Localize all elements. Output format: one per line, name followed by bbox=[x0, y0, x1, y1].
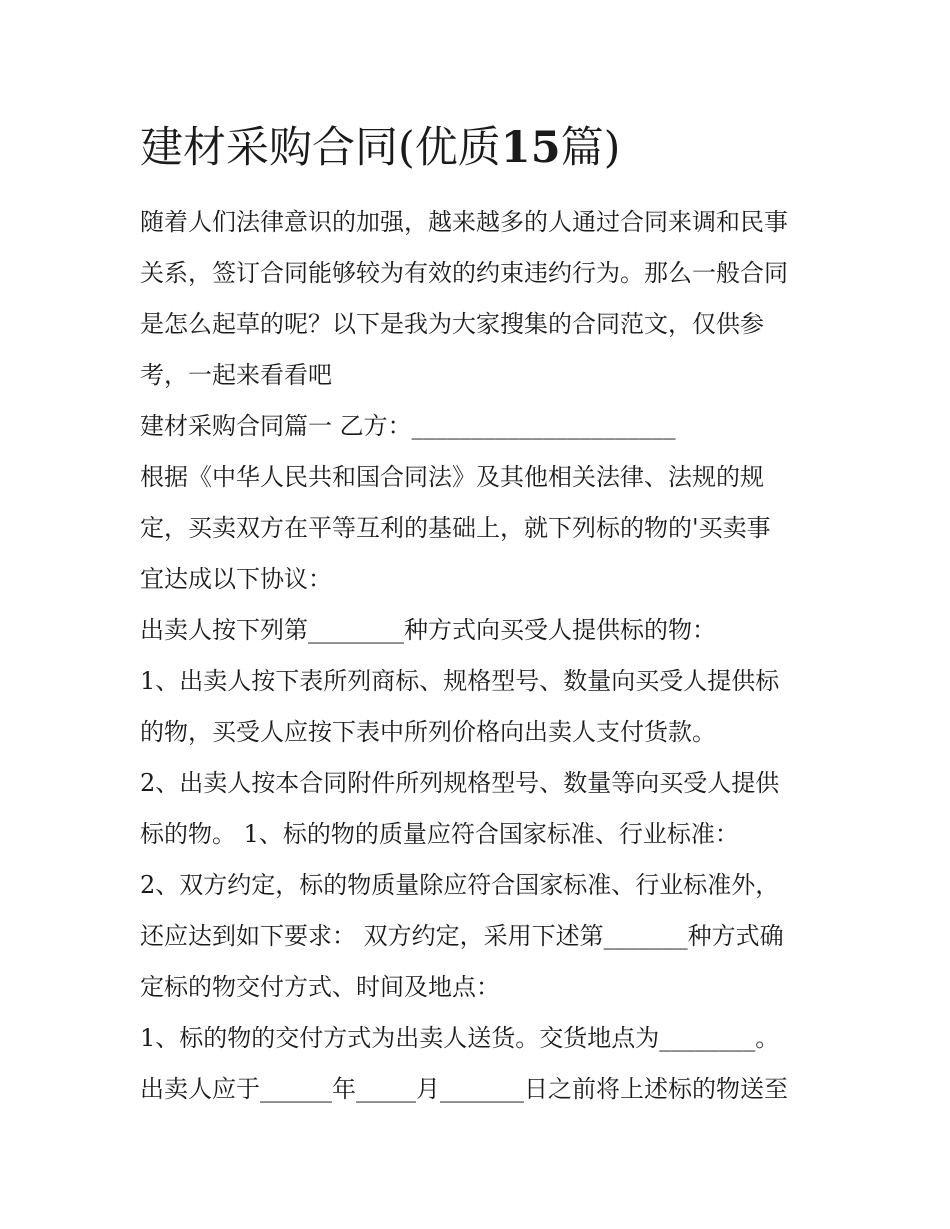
paragraph-line: 1、标的物的交付方式为出卖人送货。交货地点为________。 bbox=[140, 1024, 780, 1052]
paragraph-line: 根据《中华人民共和国合同法》及其他相关法律、法规的规 bbox=[140, 463, 764, 491]
paragraph-line: 标的物。 1、标的物的质量应符合国家标准、行业标准： bbox=[140, 820, 739, 848]
paragraph-line: 出卖人应于______年_____月_______日之前将上述标的物送至 bbox=[140, 1075, 788, 1103]
paragraph-line: 随着人们法律意识的加强，越来越多的人通过合同来调和民事 bbox=[140, 208, 788, 236]
paragraph-line: 是怎么起草的呢？以下是我为大家搜集的合同范文，仅供参 bbox=[140, 310, 764, 338]
paragraph-line: 2、出卖人按本合同附件所列规格型号、数量等向买受人提供 bbox=[140, 769, 780, 797]
paragraph-line: 关系，签订合同能够较为有效的约束违约行为。那么一般合同 bbox=[140, 259, 788, 287]
paragraph-line: 定标的物交付方式、时间及地点： bbox=[140, 973, 500, 1001]
paragraph-line: 定，买卖双方在平等互利的基础上，就下列标的物的'买卖事 bbox=[140, 514, 771, 542]
paragraph-line: 2、双方约定，标的物质量除应符合国家标准、行业标准外， bbox=[140, 871, 780, 899]
paragraph-line: 建材采购合同篇一 乙方：______________________ bbox=[140, 412, 676, 440]
title-prefix: 建材采购合同(优质 bbox=[140, 123, 501, 173]
paragraph-line: 的物，买受人应按下表中所列价格向出卖人支付货款。 bbox=[140, 718, 716, 746]
paragraph-line: 考，一起来看看吧 bbox=[140, 361, 332, 389]
document-title bbox=[140, 118, 620, 178]
paragraph-line: 宜达成以下协议： bbox=[140, 565, 332, 593]
paragraph-line: 1、出卖人按下表所列商标、规格型号、数量向买受人提供标 bbox=[140, 667, 780, 695]
title-suffix: 篇) bbox=[560, 123, 621, 173]
paragraph-line: 出卖人按下列第________种方式向买受人提供标的物： bbox=[140, 616, 716, 644]
title-number: 15 bbox=[500, 123, 561, 173]
paragraph-line: 还应达到如下要求： 双方约定，采用下述第_______种方式确 bbox=[140, 922, 784, 950]
